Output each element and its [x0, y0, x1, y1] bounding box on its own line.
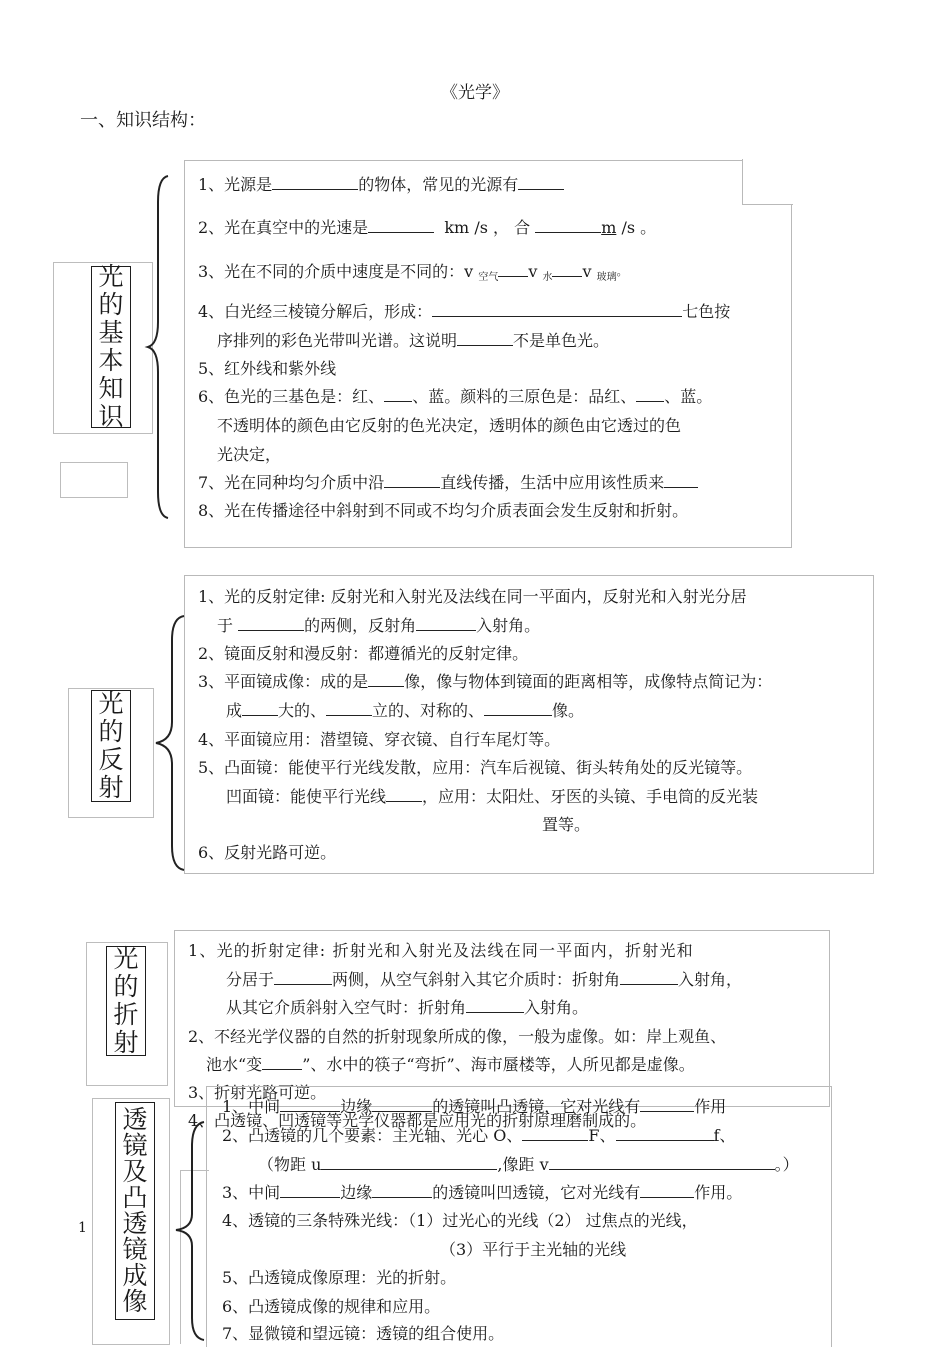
document-title: 《光学》	[441, 83, 509, 103]
lens-line-6: 6、凸透镜成像的规律和应用。	[222, 1297, 441, 1316]
refraction-line-2b: 池水“变 ”、水中的筷子“弯折”、海市蜃楼等，人所见都是虚像。	[206, 1055, 695, 1074]
basic-line-6c: 光决定，	[217, 445, 282, 464]
lens-line-3: 3、中间 边缘 的透镜叫凹透镜，它对光线有 作用。	[222, 1183, 743, 1202]
lens-line-2b: （物距 u ,像距 v 。）	[258, 1155, 799, 1174]
page-number: 1	[78, 1220, 87, 1236]
brace-basic	[140, 172, 176, 522]
lens-line-4b: （3）平行于主光轴的光线	[440, 1240, 627, 1259]
reflection-line-6: 6、反射光路可逆。	[198, 843, 337, 862]
lens-label: 透 镜 及 凸 透 镜 成 像	[115, 1102, 155, 1320]
reflection-line-5c: 置等。	[542, 815, 591, 834]
reflection-line-3: 3、平面镜成像：成的是 像，像与物体到镜面的距离相等，成像特点简记为：	[198, 672, 773, 691]
basic-line-4: 4、白光经三棱镜分解后，形成： 七色按	[198, 302, 731, 321]
basic-line-8: 8、光在传播途径中斜射到不同或不均匀介质表面会发生反射和折射。	[198, 501, 689, 520]
basic-line-4b: 序排列的彩色光带叫光谱。这说明 不是单色光。	[217, 331, 610, 350]
lens-line-2: 2、凸透镜的几个要素：主光轴、光心 O、 F、 f、	[222, 1126, 736, 1145]
basic-line-5: 5、红外线和紫外线	[198, 359, 337, 378]
lens-line-1: 1、中间 边缘 的透镜叫凸透镜，它对光线有 作用	[222, 1097, 727, 1116]
lens-line-5: 5、凸透镜成像原理：光的折射。	[222, 1268, 457, 1287]
reflection-line-5: 5、凸面镜：能使平行光线发散，应用：汽车后视镜、街头转角处的反光镜等。	[198, 758, 753, 777]
reflection-line-5b: 凹面镜：能使平行光线 ，应用：太阳灶、牙医的头镜、手电筒的反光装	[226, 787, 759, 806]
reflection-label: 光 的 反 射	[91, 690, 131, 802]
box-notch	[742, 159, 793, 205]
refraction-line-3: 3、折射光路可逆。	[188, 1083, 327, 1102]
reflection-line-4: 4、平面镜应用：潜望镜、穿衣镜、自行车尾灯等。	[198, 730, 561, 749]
refraction-line-1: 1、光的折射定律: 折射光和入射光及法线在同一平面内，折射光和	[188, 941, 694, 960]
reflection-line-1: 1、光的反射定律: 反射光和入射光及法线在同一平面内，反射光和入射光分居	[198, 587, 747, 606]
refraction-line-2: 2、不经光学仪器的自然的折射现象所成的像，一般为虚像。如：岸上观鱼、	[188, 1027, 727, 1046]
empty-box	[60, 462, 128, 498]
refraction-line-4: 4、凸透镜、凹透镜等光学仪器都是应用光的折射原理磨制成的。	[188, 1111, 647, 1130]
basic-line-3: 3、光在不同的介质中速度是不同的：v $_{空气}$ v $_水$ v $_{玻璃}$。	[198, 262, 628, 283]
basic-label: 光 的 基 本 知 识	[91, 266, 131, 428]
basic-line-1: 1、光源是 的物体，常见的光源有	[198, 175, 564, 195]
refraction-line-1c: 从其它介质斜射入空气时：折射角 入射角。	[226, 998, 589, 1017]
lens-line-4: 4、透镜的三条特殊光线：（1）过光心的光线（2） 过焦点的光线，	[222, 1211, 698, 1230]
basic-line-6: 6、色光的三基色是：红、 、蓝。颜料的三原色是：品红、 、蓝。	[198, 387, 713, 406]
reflection-line-2: 2、镜面反射和漫反射：都遵循光的反射定律。	[198, 644, 529, 663]
section-heading: 一、知识结构：	[80, 110, 206, 131]
basic-line-6b: 不透明体的颜色由它反射的色光决定，透明体的颜色由它透过的色	[217, 416, 682, 435]
basic-line-2: 2、光在真空中的光速是 km /s ， 合 m /s 。	[198, 218, 657, 237]
lens-line-7: 7、显微镜和望远镜：透镜的组合使用。	[222, 1324, 505, 1343]
reflection-line-1b: 于 的两侧，反射角 入射角。	[217, 616, 541, 635]
refraction-line-1b: 分居于 两侧，从空气斜射入其它介质时：折射角 入射角，	[226, 970, 743, 989]
refraction-label: 光 的 折 射	[106, 946, 146, 1056]
basic-line-7: 7、光在同种均匀介质中沿 直线传播，生活中应用该性质来	[198, 473, 698, 493]
reflection-line-3b: 成 大的、 立的、对称的、 像。	[226, 701, 585, 720]
brace-lens	[170, 1118, 210, 1343]
brace-reflection	[150, 612, 190, 874]
